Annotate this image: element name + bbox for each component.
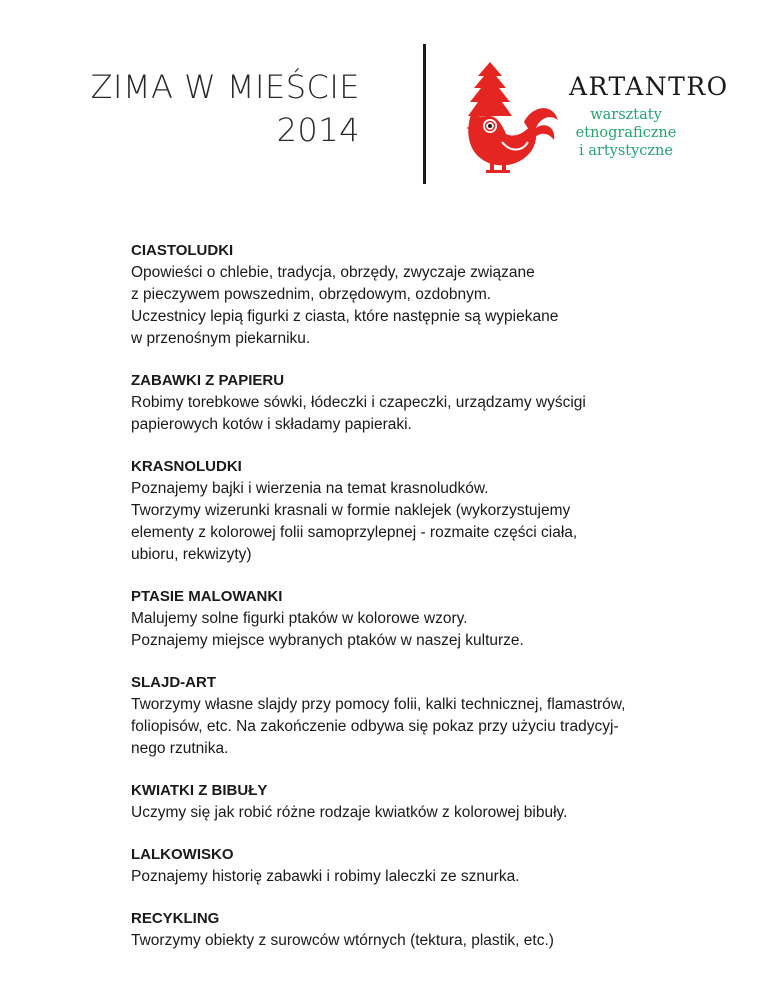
- workshop-description-line: Poznajemy historię zabawki i robimy laleczki ze sznurka.: [131, 868, 520, 885]
- event-title: [91, 66, 360, 152]
- workshop-item: [131, 780, 691, 824]
- workshop-description-line: Uczymy się jak robić różne rodzaje kwiatków z kolorowej bibuły.: [131, 804, 568, 821]
- workshop-description-line: Robimy torebkowe sówki, łódeczki i czapeczki, urządzamy wyścigi: [131, 394, 586, 411]
- workshop-item: [131, 908, 691, 952]
- brand-tagline-line: i artystyczne: [579, 143, 673, 159]
- workshop-item: [131, 456, 691, 566]
- workshop-title: PTASIE MALOWANKI: [131, 588, 283, 605]
- workshop-title: SLAJD-ART: [131, 674, 216, 691]
- workshop-description-line: Poznajemy miejsce wybranych ptaków w naszej kulturze.: [131, 632, 524, 649]
- workshop-description-line: Tworzymy własne slajdy przy pomocy folii, kalki technicznej, flamastrów,: [131, 696, 626, 713]
- workshop-item: [131, 586, 691, 652]
- workshop-description-line: Tworzymy wizerunki krasnali w formie naklejek (wykorzystujemy: [131, 502, 571, 519]
- workshop-description-line: elementy z kolorowej folii samoprzylepnej - rozmaite części ciała,: [131, 524, 578, 541]
- brand-tagline-line: warsztaty: [590, 107, 662, 123]
- workshop-description-line: Opowieści o chlebie, tradycja, obrzędy, zwyczaje związane: [131, 264, 535, 281]
- workshop-description-line: foliopisów, etc. Na zakończenie odbywa się pokaz przy użyciu tradycyj-: [131, 718, 619, 735]
- workshop-description-line: z pieczywem powszednim, obrzędowym, ozdobnym.: [131, 286, 492, 303]
- workshop-title: ZABAWKI Z PAPIERU: [131, 372, 285, 389]
- workshop-description-line: Uczestnicy lepią figurki z ciasta, które następnie są wypiekane: [131, 308, 559, 325]
- workshop-item: [131, 370, 691, 436]
- workshop-description-line: papierowych kotów i składamy papieraki.: [131, 416, 412, 433]
- workshop-description-line: w przenośnym piekarniku.: [131, 330, 311, 347]
- workshop-item: [131, 672, 691, 760]
- workshop-description-line: ubioru, rekwizyty): [131, 546, 252, 563]
- brand-tagline: [565, 106, 687, 160]
- brand-tagline-line: etnograficzne: [575, 125, 677, 141]
- workshop-item: [131, 844, 691, 888]
- rooster-tree-logo-icon: [462, 62, 562, 174]
- workshop-list: [131, 240, 691, 972]
- header-divider: [423, 44, 426, 184]
- workshop-description-line: Malujemy solne figurki ptaków w kolorowe wzory.: [131, 610, 468, 627]
- workshop-title: KRASNOLUDKI: [131, 458, 242, 475]
- event-year: 2014: [276, 111, 360, 149]
- workshop-title: CIASTOLUDKI: [131, 242, 234, 259]
- workshop-title: LALKOWISKO: [131, 846, 234, 863]
- workshop-item: [131, 240, 691, 350]
- event-title-line: ZIMA W MIEŚCIE: [90, 68, 360, 106]
- workshop-description-line: nego rzutnika.: [131, 740, 229, 757]
- workshop-description-line: Poznajemy bajki i wierzenia na temat krasnoludków.: [131, 480, 489, 497]
- page-header: [0, 0, 768, 200]
- workshop-title: RECYKLING: [131, 910, 220, 927]
- workshop-title: KWIATKI Z BIBUŁY: [131, 782, 268, 799]
- workshop-description-line: Tworzymy obiekty z surowców wtórnych (tektura, plastik, etc.): [131, 932, 554, 949]
- brand-name: ARTANTRO: [569, 72, 729, 101]
